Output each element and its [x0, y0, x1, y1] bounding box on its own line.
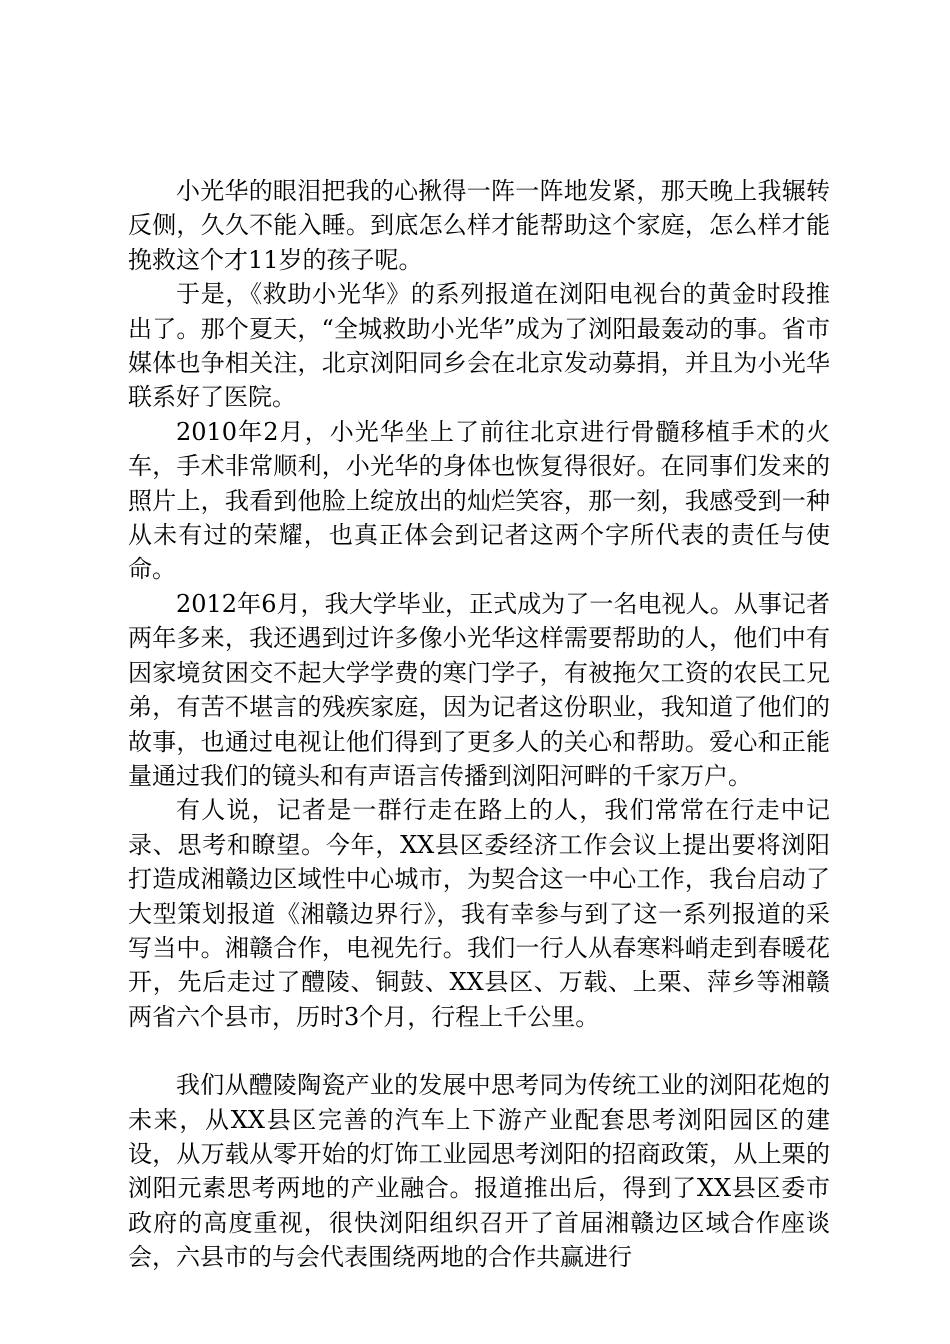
paragraph-2: 于是，《救助小光华》的系列报道在浏阳电视台的黄金时段推出了。那个夏天，“全城救助小光华”成为了浏阳最轰动的事。省市媒体也争相关注，北京浏阳同乡会在北京发动募捐，并且为小光华联系好了医院。 [128, 280, 830, 412]
paragraph-5: 有人说，记者是一群行走在路上的人，我们常常在行走中记录、思考和瞭望。今年，XX县区委经济工作会议上提出要将浏阳打造成湘赣边区域性中心城市，为契合这一中心工作，我台启动了大型策划报道《湘赣边界行》，我有幸参与到了这一系列报道的采写当中。湘赣合作，电视先行。我们一行人从春寒料峭走到春暖花开，先后走过了醴陵、铜鼓、XX县区、万载、上栗、萍乡等湘赣两省六个县市，历时3个月，行程上千公里。 [128, 796, 830, 1031]
document-body [128, 174, 830, 1275]
paragraph-1: 小光华的眼泪把我的心揪得一阵一阵地发紧，那天晚上我辗转反侧，久久不能入睡。到底怎么样才能帮助这个家庭，怎么样才能挽救这个才11岁的孩子呢。 [128, 177, 830, 274]
paragraph-3: 2010年2月，小光华坐上了前往北京进行骨髓移植手术的火车，手术非常顺利，小光华的身体也恢复得很好。在同事们发来的照片上，我看到他脸上绽放出的灿烂笑容，那一刻，我感受到一种从未有过的荣耀，也真正体会到记者这两个字所代表的责任与使命。 [128, 417, 830, 584]
paragraph-6: 我们从醴陵陶瓷产业的发展中思考同为传统工业的浏阳花炮的未来，从XX县区完善的汽车上下游产业配套思考浏阳园区的建设，从万载从零开始的灯饰工业园思考浏阳的招商政策，从上栗的浏阳元素思考两地的产业融合。报道推出后，得到了XX县区委市政府的高度重视，很快浏阳组织召开了首届湘赣边区域合作座谈会，六县市的与会代表围绕两地的合作共赢进行 [128, 1071, 830, 1272]
paragraph-4: 2012年6月，我大学毕业，正式成为了一名电视人。从事记者两年多来，我还遇到过许多像小光华这样需要帮助的人，他们中有因家境贫困交不起大学学费的寒门学子，有被拖欠工资的农民工兄弟，有苦不堪言的残疾家庭，因为记者这份职业，我知道了他们的故事，也通过电视让他们得到了更多人的关心和帮助。爱心和正能量通过我们的镜头和有声语言传播到浏阳河畔的千家万户。 [128, 589, 830, 790]
